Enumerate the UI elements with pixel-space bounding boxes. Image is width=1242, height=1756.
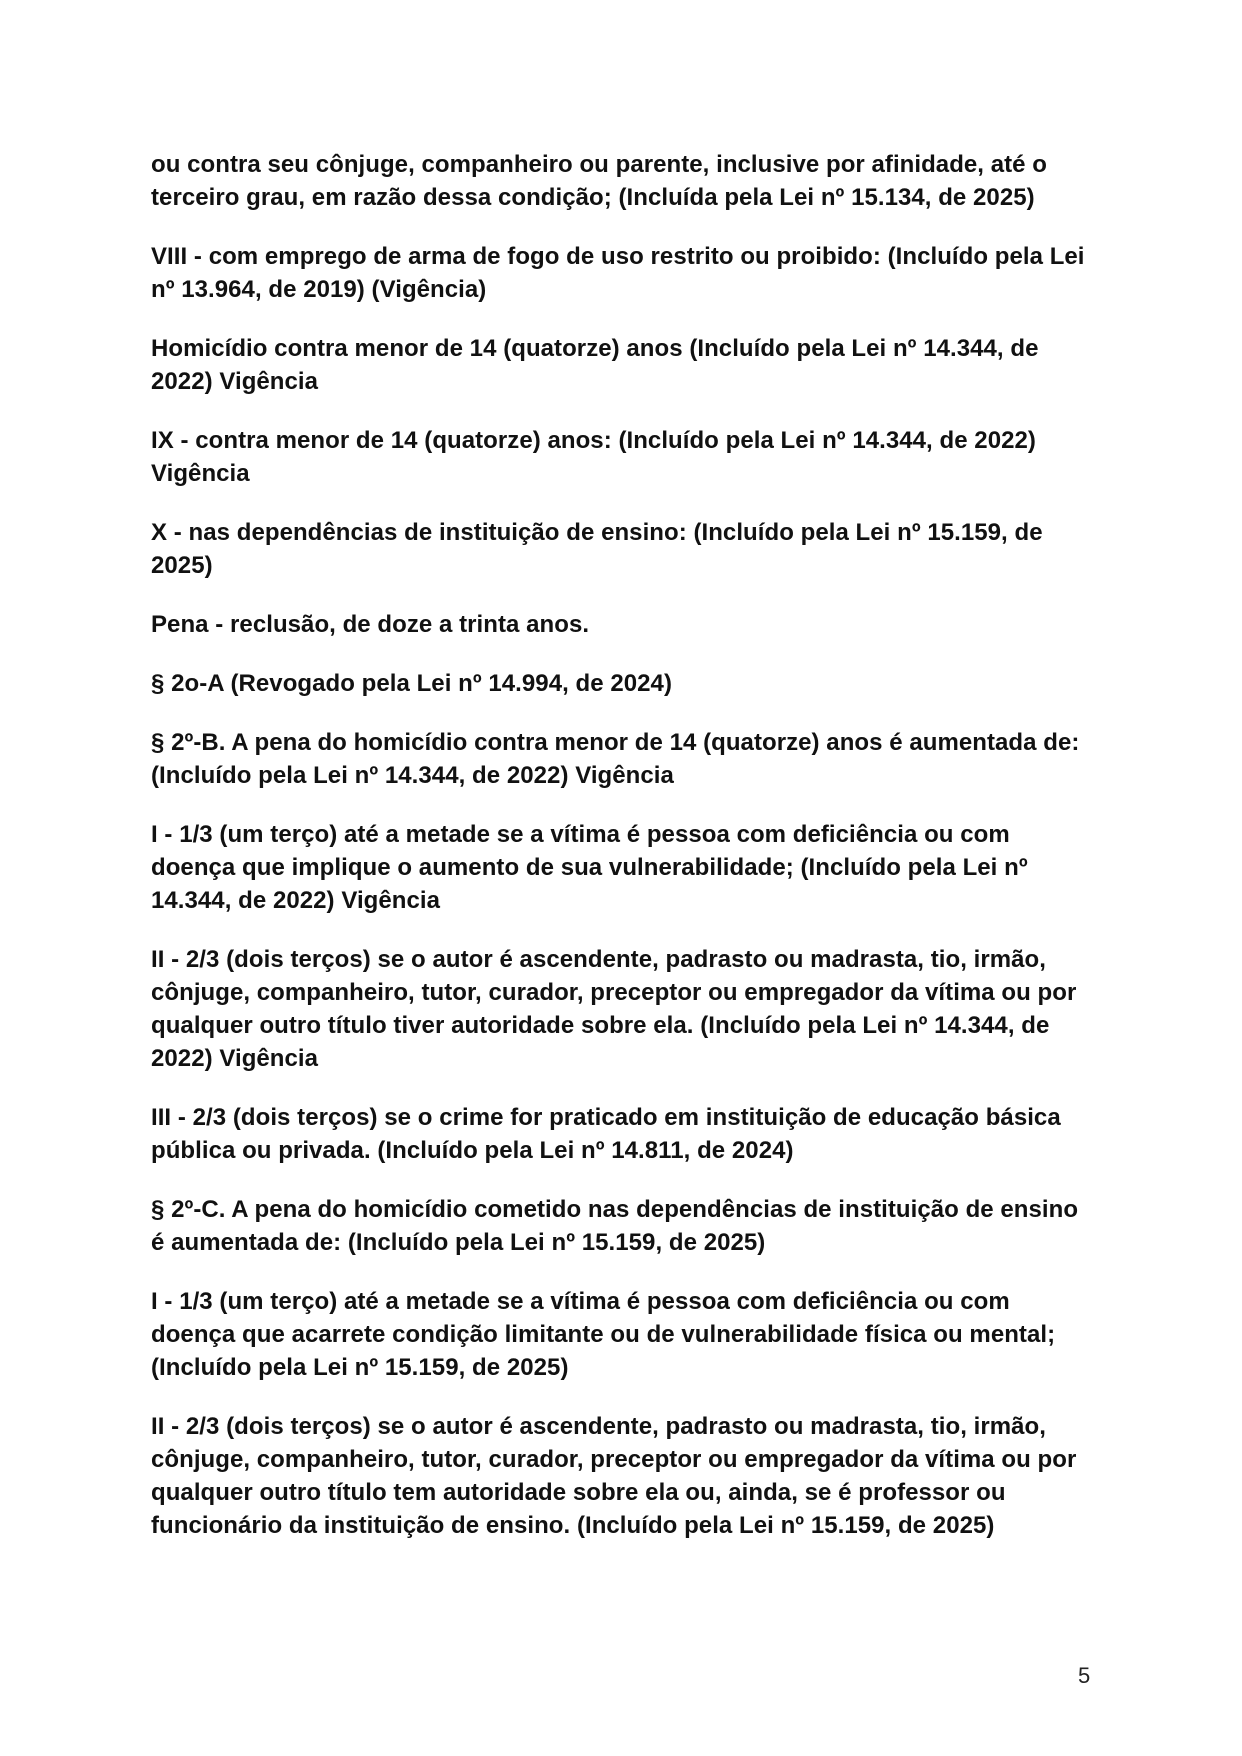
paragraph-2o-b-item-ii: II - 2/3 (dois terços) se o autor é ascendente, padrasto ou madrasta, tio, irmão, cônjuge, companheiro, tutor, curador, preceptor ou empregador da vítima ou por qualquer outro título tiver autoridade sobre ela. (Incluído pela Lei nº 14.344, de 2022) Vigência — [151, 946, 1077, 1072]
paragraph-item-ix: IX - contra menor de 14 (quatorze) anos: (Incluído pela Lei nº 14.344, de 2022) Vigência — [151, 427, 1036, 487]
paragraph-2o-b-item-iii: III - 2/3 (dois terços) se o crime for praticado em instituição de educação básica pública ou privada. (Incluído pela Lei nº 14.811, de 2024) — [151, 1104, 1061, 1164]
document-body — [151, 148, 1096, 1568]
paragraph-section-2o-c: § 2º-C. A pena do homicídio cometido nas dependências de instituição de ensino é aumentada de: (Incluído pela Lei nº 15.159, de 2025) — [151, 1196, 1079, 1256]
page-number: 5 — [1078, 1663, 1091, 1688]
paragraph-section-2o-a: § 2o-A (Revogado pela Lei nº 14.994, de 2024) — [151, 670, 672, 697]
paragraph-item-x: X - nas dependências de instituição de ensino: (Incluído pela Lei nº 15.159, de 2025) — [151, 519, 1043, 579]
paragraph-section-2o-b: § 2º-B. A pena do homicídio contra menor de 14 (quatorze) anos é aumentada de: (Incluído pela Lei nº 14.344, de 2022) Vigência — [151, 729, 1080, 789]
paragraph-item-viii: VIII - com emprego de arma de fogo de uso restrito ou proibido: (Incluído pela Lei nº 13.964, de 2019) (Vigência) — [151, 243, 1085, 303]
paragraph-2o-c-item-i: I - 1/3 (um terço) até a metade se a vítima é pessoa com deficiência ou com doença que acarrete condição limitante ou de vulnerabilidade física ou mental; (Incluído pela Lei nº 15.159, de 2025) — [151, 1288, 1056, 1381]
paragraph-2o-c-item-ii: II - 2/3 (dois terços) se o autor é ascendente, padrasto ou madrasta, tio, irmão, cônjuge, companheiro, tutor, curador, preceptor ou empregador da vítima ou por qualquer outro título tem autoridade sobre ela ou, ainda, se é professor ou funcionário da instituição de ensino. (Incluído pela Lei nº 15.159, de 2025) — [151, 1413, 1077, 1539]
paragraph-2o-b-item-i: I - 1/3 (um terço) até a metade se a vítima é pessoa com deficiência ou com doença que implique o aumento de sua vulnerabilidade; (Incluído pela Lei nº 14.344, de 2022) Vigência — [151, 821, 1028, 914]
paragraph-heading-homicide-minor: Homicídio contra menor de 14 (quatorze) anos (Incluído pela Lei nº 14.344, de 2022) Vigência — [151, 335, 1039, 395]
paragraph-penalty: Pena - reclusão, de doze a trinta anos. — [151, 611, 590, 638]
paragraph-continuation: ou contra seu cônjuge, companheiro ou parente, inclusive por afinidade, até o terceiro grau, em razão dessa condição; (Incluída pela Lei nº 15.134, de 2025) — [151, 151, 1048, 211]
